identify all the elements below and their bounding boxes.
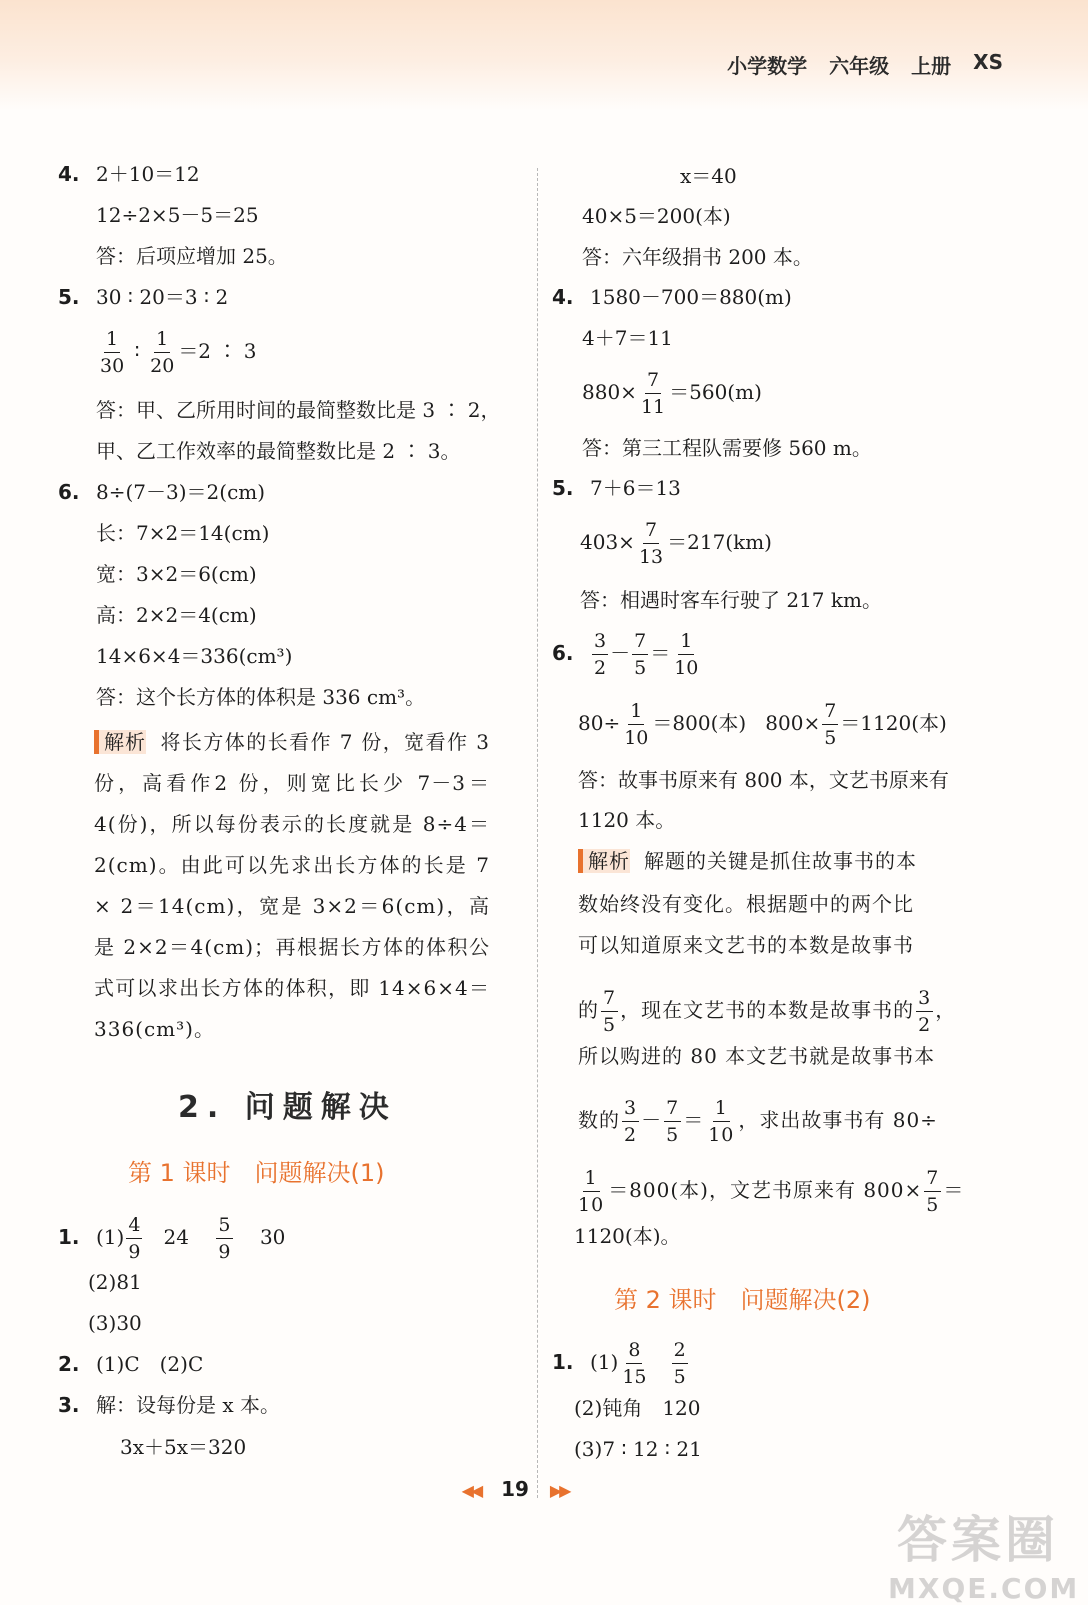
- q6-answer: 答：这个长方体的体积是 336 cm³。: [96, 685, 426, 709]
- r-q6-line2: 80÷ $\frac{1}{10}$ ＝800(本) 800× $\frac{7}{5}$ ＝1120(本): [578, 700, 947, 749]
- q6-line5: 14×6×4＝336(cm³): [96, 644, 293, 668]
- analysis-paragraph: 解析 将长方体的长看作 7 份，宽看作 3 份，高看作2 份，则宽比长少 7－3＝4(份)，所以每份表示的长度就是 8÷4＝2(cm)。由此可以先求出长方体的长是 7 × 2＝14(cm)，宽是 3×2＝6(cm)，高是 2×2＝4(cm)；再根据长方体的体积公式可以求出长方体的体积，即 14×6×4＝336(cm³)。: [94, 730, 490, 1041]
- page-footer: [430, 1477, 600, 1501]
- fraction: $\frac{7}{5}$: [824, 700, 837, 749]
- l1-q1-line1: 1. (1) $\frac{4}{9}$ 24 $\frac{5}{9}$ 30: [58, 1214, 286, 1263]
- q6-line4: 高：2×2＝4(cm): [96, 603, 257, 627]
- fraction: $\frac{1}{30}$: [100, 328, 125, 377]
- fraction: $\frac{4}{9}$: [128, 1214, 141, 1263]
- q4-line2: 12÷2×5－5＝25: [96, 203, 259, 227]
- r-analysis-line3: 可以知道原来文艺书的本数是故事书: [578, 933, 914, 957]
- r-q5-line2: 403× $\frac{7}{13}$ ＝217(km): [580, 519, 772, 568]
- page-number: 19: [501, 1477, 529, 1501]
- fraction: $\frac{1}{20}$: [150, 328, 175, 377]
- fraction: $\frac{7}{5}$: [926, 1167, 940, 1216]
- lesson-title-2: 第 2 课时 问题解决(2): [614, 1286, 871, 1314]
- fraction: $\frac{3}{2}$: [918, 987, 932, 1036]
- r-q4-line2: 4＋7＝11: [582, 326, 673, 350]
- fraction: $\frac{7}{5}$: [634, 630, 647, 679]
- l1-q1-line2: (2)81: [88, 1270, 142, 1294]
- section-title: 2. 问题解决: [178, 1090, 397, 1125]
- q5-answer2: 甲、乙工作效率的最简整数比是 2 ∶ 3。: [96, 439, 461, 463]
- r-analysis-line8: 1120(本)。: [574, 1224, 681, 1248]
- column-divider: [537, 168, 538, 1498]
- watermark-url: MXQE.COM: [888, 1572, 1080, 1605]
- fraction: $\frac{3}{2}$: [594, 630, 607, 679]
- fraction: $\frac{1}{10}$: [578, 1167, 605, 1216]
- l1-q3-equation: 3x＋5x＝320: [120, 1435, 247, 1459]
- r-q6-line1: 6. $\frac{3}{2}$ － $\frac{7}{5}$ ＝ $\frac{1}{10}$: [552, 630, 699, 679]
- l2-q1-line1: 1. (1) $\frac{8}{15}$ $\frac{2}{5}$: [552, 1339, 686, 1388]
- q4-answer: 答：后项应增加 25。: [96, 244, 288, 268]
- l1-q3: 3. 解：设每份是 x 本。: [58, 1393, 280, 1417]
- fraction: $\frac{7}{13}$: [638, 519, 664, 568]
- q6-line3: 宽：3×2＝6(cm): [96, 562, 257, 586]
- r-q4-line1: 4. 1580－700＝880(m): [552, 285, 792, 309]
- r-analysis-line2: 数始终没有变化。根据题中的两个比: [578, 892, 914, 916]
- q5-line1: 5. 30 ∶ 20＝3 ∶ 2: [58, 285, 229, 309]
- r-analysis-line4: 的 $\frac{7}{5}$ ，现在文艺书的本数是故事书的 $\frac{3}{2}$ ，: [578, 987, 957, 1036]
- r-q5-line1: 5. 7＋6＝13: [552, 476, 681, 500]
- next-arrows-icon: ▶▶: [549, 1481, 569, 1500]
- fraction: $\frac{5}{9}$: [218, 1214, 231, 1263]
- fraction: $\frac{1}{10}$: [708, 1097, 735, 1146]
- fraction: $\frac{7}{11}$: [640, 369, 666, 418]
- l2-q1-line2: (2)钝角 120: [574, 1396, 701, 1420]
- fraction: $\frac{3}{2}$: [624, 1097, 638, 1146]
- r-top-line2: 40×5＝200(本): [582, 204, 731, 228]
- r-analysis-line7: $\frac{1}{10}$ ＝800(本)，文艺书原来有 800× $\frac{7}{5}$ ＝: [578, 1167, 965, 1216]
- fraction: $\frac{1}{10}$: [624, 700, 649, 749]
- r-q6-answer1: 答：故事书原来有 800 本，文艺书原来有: [578, 768, 949, 792]
- r-q4-answer: 答：第三工程队需要修 560 m。: [582, 436, 872, 460]
- r-q6-answer2: 1120 本。: [578, 808, 676, 832]
- watermark-logo: [888, 1500, 1080, 1605]
- analysis-tag: 解析: [578, 849, 630, 873]
- prev-arrows-icon: ◀◀: [461, 1481, 481, 1500]
- fraction: $\frac{7}{5}$: [666, 1097, 680, 1146]
- q6-line1: 6. 8÷(7－3)＝2(cm): [58, 480, 266, 504]
- q6-line2: 长：7×2＝14(cm): [96, 521, 270, 545]
- q4-line1: 4. 2＋10＝12: [58, 162, 200, 186]
- fraction: $\frac{7}{5}$: [603, 987, 617, 1036]
- lesson-title-1: 第 1 课时 问题解决(1): [128, 1159, 385, 1187]
- r-q4-line3: 880× $\frac{7}{11}$ ＝560(m): [582, 369, 762, 418]
- r-top-line1: x＝40: [680, 164, 737, 188]
- l1-q2: 2. (1)C (2)C: [58, 1352, 204, 1376]
- header-edition: XS: [973, 50, 1003, 74]
- r-q5-answer: 答：相遇时客车行驶了 217 km。: [580, 588, 882, 612]
- l1-q1-line3: (3)30: [88, 1311, 142, 1335]
- q5-fraction-line: $\frac{1}{30}$ ∶ $\frac{1}{20}$ ＝2 ∶ 3: [100, 328, 257, 377]
- r-top-answer: 答：六年级捐书 200 本。: [582, 245, 813, 269]
- l2-q1-line3: (3)7 ∶ 12 ∶ 21: [574, 1437, 702, 1461]
- fraction: $\frac{8}{15}$: [622, 1339, 647, 1388]
- page-header: [727, 50, 1003, 79]
- r-analysis-line5: 所以购进的 80 本文艺书就是故事书本: [578, 1044, 936, 1068]
- watermark-text: 答案圈: [897, 1511, 1059, 1569]
- header-grade: 六年级: [829, 54, 890, 78]
- q5-answer1: 答：甲、乙所用时间的最简整数比是 3 ∶ 2，: [96, 398, 501, 422]
- fraction: $\frac{2}{5}$: [673, 1339, 686, 1388]
- header-volume: 上册: [911, 54, 952, 78]
- r-analysis-line6: 数的 $\frac{3}{2}$ － $\frac{7}{5}$ ＝ $\frac{1}{10}$ ，求出故事书有 80÷: [578, 1097, 938, 1146]
- analysis-tag: 解析: [94, 730, 146, 754]
- header-subject: 小学数学: [727, 54, 808, 78]
- fraction: $\frac{1}{10}$: [674, 630, 699, 679]
- r-analysis-line1: 解析 解题的关键是抓住故事书的本: [578, 847, 917, 875]
